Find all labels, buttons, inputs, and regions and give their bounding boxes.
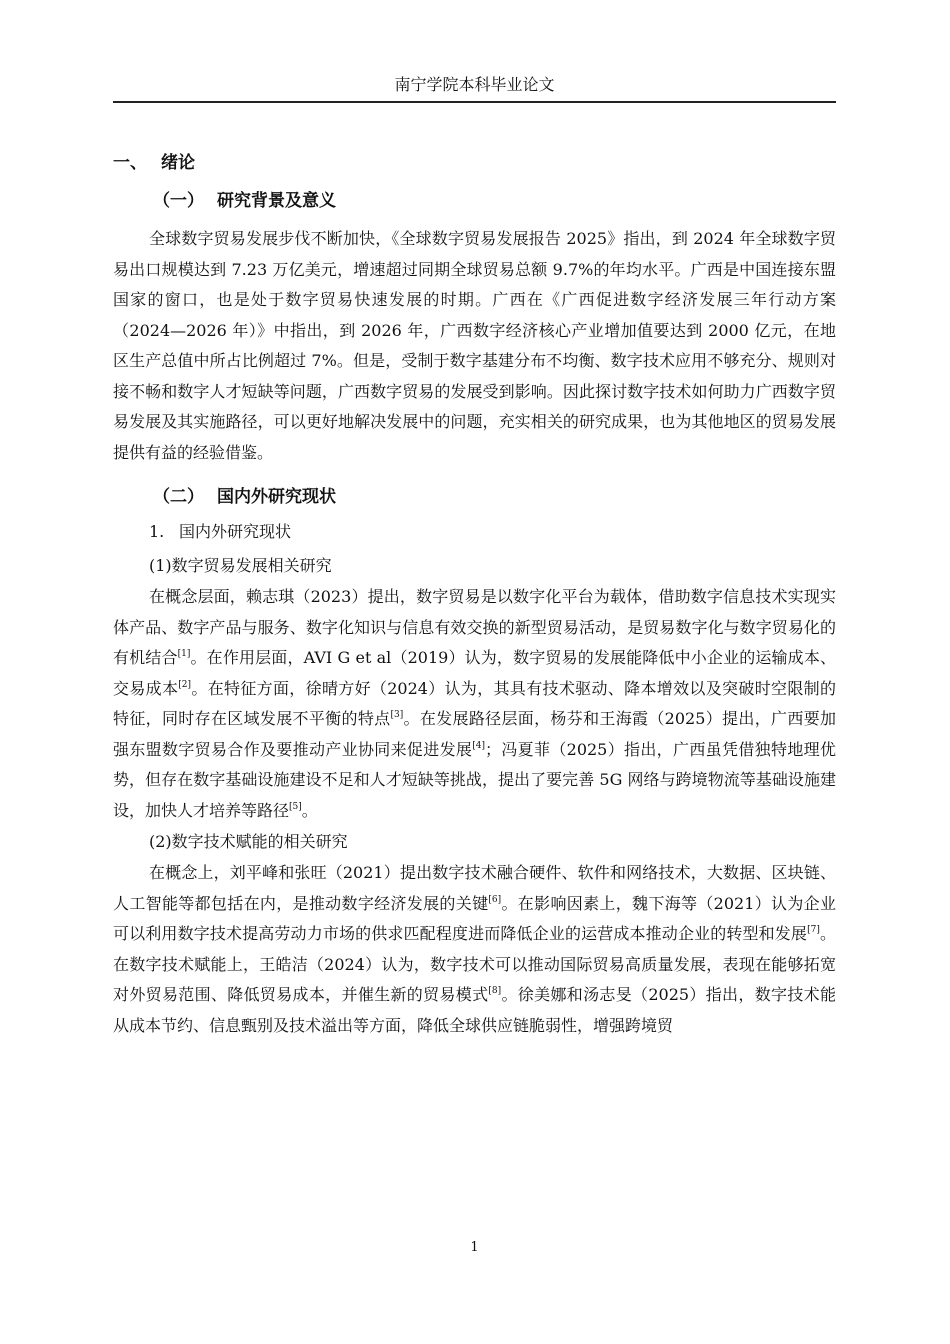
text-segment: 。 (301, 800, 318, 820)
text-segment: ；冯夏菲（2025）指出，广西虽凭借独特地理优势，但存在数字基础设施建设不足和人才短缺等挑战，提出了要完善 5G 网络与跨境物流等基础设施建设，加快人才培养等路径 (113, 739, 836, 820)
text-segment: 。在数字技术赋能上，王皓洁（2024）认为，数字技术可以推动国际贸易高质量发展，表现在能够拓宽对外贸易范围、降低贸易成本，并催生新的贸易模式 (113, 924, 836, 1004)
citation-ref[interactable]: [1] (177, 649, 191, 659)
section-heading (113, 146, 836, 180)
citation-ref[interactable]: [5] (289, 801, 302, 812)
subsection-number: （二） (153, 487, 204, 507)
citation-ref[interactable]: [8] (488, 986, 502, 996)
citation-ref[interactable]: [3] (390, 710, 404, 720)
item-heading (113, 514, 836, 550)
text-segment: 在概念上，刘平峰和张旺（2021）提出数字技术融合硬件、软件和网络技术，大数据、区块链、人工智能等都包括在内，是推动数字经济发展的关键 (113, 863, 836, 913)
header-rule (113, 101, 836, 103)
subsection-title: 国内外研究现状 (217, 487, 336, 507)
text-segment: 。在特征方面，徐晴方好（2024）认为，其具有技术驱动、降本增效以及突破时空限制的特征，同时存在区域发展不平衡的特点 (113, 678, 836, 728)
item-title: 国内外研究现状 (179, 522, 292, 541)
citation-ref[interactable]: [7] (807, 925, 820, 935)
subsection-heading-background (113, 184, 836, 218)
citation-ref[interactable]: [2] (178, 679, 192, 690)
text-segment: 。在作用层面，AVI G et al（2019）认为，数字贸易的发展能降低中小企业的运输成本、交易成本 (113, 648, 836, 698)
text-segment: 在概念层面，赖志琪（2023）提出，数字贸易是以数字化平台为载体，借助数字信息技术实现实体产品、数字产品与服务、数字化知识与信息有效交换的新型贸易活动，是贸易数字化与数字贸易化的有机结合 (113, 587, 836, 667)
paragraph-background: 全球数字贸易发展步伐不断加快，《全球数字贸易发展报告 2025》指出，到 2024 年全球数字贸易出口规模达到 7.23 万亿美元，增速超过同期全球贸易总额 9.7%的年均水平。广西是中国连接东盟国家的窗口，也是处于数字贸易快速发展的时期。广西在《广西促进数字经济发展三年行动方案（2024—2026 年）》中指出，到 2026 年，广西数字经济核心产业增加值要达到 2000 亿元，在地区生产总值中所占比例超过 7%。但是，受制于数字基建分布不均衡、数字技术应用不够充分、规则对接不畅和数字人才短缺等问题，广西数字贸易的发展受到影响。因此探讨数字技术如何助力广西数字贸易发展及其实施路径，可以更好地解决发展中的问题，充实相关的研究成果，也为其他地区的贸易发展提供有益的经验借鉴。 (113, 229, 836, 462)
text-segment: 。在影响因素上，魏下海等（2021）认为企业可以利用数字技术提高劳动力市场的供求匹配程度进而降低企业的运营成本推动企业的转型和发展 (113, 893, 836, 943)
citation-ref[interactable]: [4] (472, 740, 485, 751)
subsection-heading-research-status (113, 480, 836, 514)
text-segment: 。徐美娜和汤志旻（2025）指出，数字技术能从成本节约、信息甄别及技术溢出等方面，降低全球供应链脆弱性，增强跨境贸 (113, 985, 836, 1035)
page-content (113, 146, 836, 1041)
page-number: 1 (470, 1240, 479, 1255)
text-segment: 。在发展路径层面，杨芬和王海霞（2025）提出，广西要加强东盟数字贸易合作及要推动产业协同来促进发展 (113, 709, 836, 759)
subitem-heading-digital-tech: (2)数字技术赋能的相关研究 (149, 832, 348, 851)
paragraph-digital-tech (113, 858, 836, 1041)
page-header: 南宁学院本科毕业论文 (394, 75, 555, 94)
subsection-number: （一） (153, 191, 204, 211)
item-number: 1. (149, 522, 165, 541)
subsection-title: 研究背景及意义 (217, 191, 336, 211)
citation-ref[interactable]: [6] (488, 894, 502, 905)
paragraph-digital-trade (113, 582, 836, 826)
section-title: 绪论 (161, 153, 195, 173)
section-number: 一、 (113, 153, 147, 173)
subitem-heading-digital-trade: (1)数字贸易发展相关研究 (149, 556, 332, 575)
